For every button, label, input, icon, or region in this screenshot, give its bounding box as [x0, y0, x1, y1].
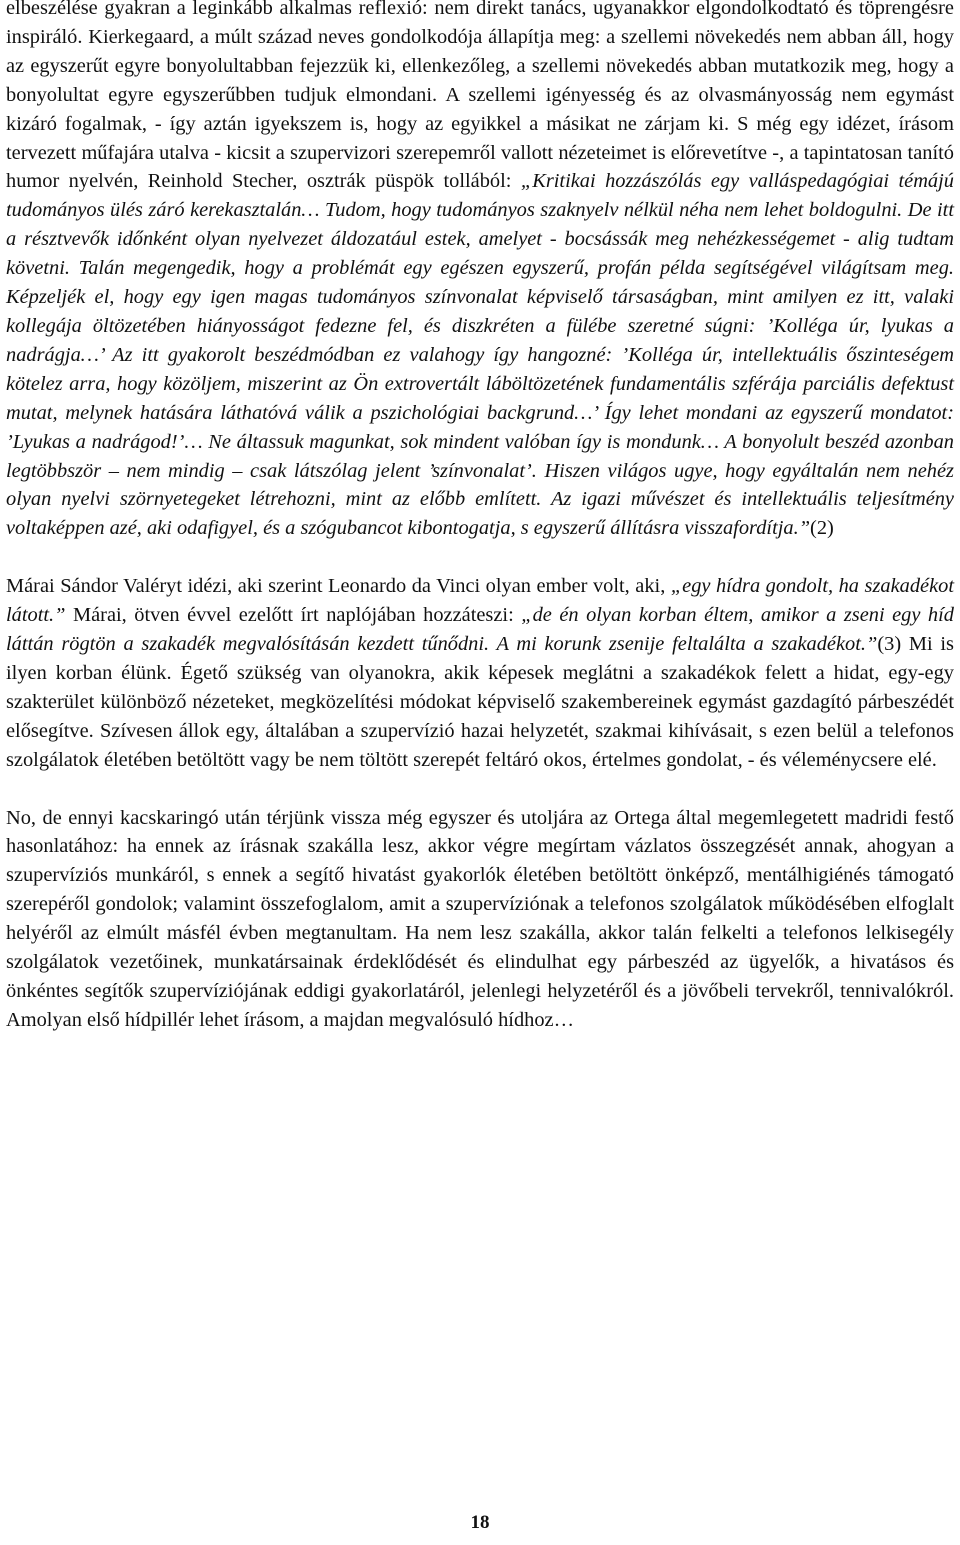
- paragraph-marai: [6, 572, 954, 774]
- marai-quote: „de én olyan korban éltem, amikor a zseni egy híd láttán rögtön a szakadék megvalósításán kezdett tűnődni. A mi korunk zsenije feltalálta a szakadékot.”: [6, 604, 954, 656]
- page-number: 18: [470, 1512, 490, 1533]
- paragraph-text: Márai Sándor Valéryt idézi, aki szerint Leonardo da Vinci olyan ember volt, aki,: [6, 575, 671, 598]
- paragraph-text: Márai, ötven évvel ezelőtt írt naplójában hozzáteszi:: [65, 604, 522, 627]
- paragraph-text: elbeszélése gyakran a leginkább alkalmas reflexió: nem direkt tanács, ugyanakkor elgondolkodtató és töprengésre inspiráló. Kierkegaard, a múlt század neves gondolkodója állapítja meg: a szellemi növekedés nem abban áll, hogy az egyszerűt egyre bonyolultabban fejezzük ki, ellenkezőleg, a szellemi növekedés abban mutatkozik meg, hogy a bonyolultat egyre egyszerűbben tudjuk elmondani. A szellemi igényesség és az olvasmányosság nem egymást kizáró fogalmak, - így aztán igyekszem is, hogy az egyikkel a másikat ne zárjam ki. S még egy idézet, írásom tervezett műfajára utalva - kicsit a szupervizori szerepemről vallott nézeteimet is előrevetítve -, a tapintatosan tanító humor nyelvén, Reinhold Stecher, osztrák püspök tollából:: [6, 0, 954, 193]
- leonardo-quote: „egy hídra gondolt, ha szakadékot látott.”: [6, 575, 954, 627]
- stecher-quote: „Kritikai hozzászólás egy valláspedagógiai témájú tudományos ülés záró kerekasztalán… Tudom, hogy tudományos szaknyelv nélkül néha nem lehet boldogulni. De itt a résztvevők időnként olyan nyelvezet áldozatául estek, amelyet - bocsássák meg nehézkességemet - alig tudtam követni. Talán megengedik, hogy a problémát egy egészen egyszerű, profán példa segítségével világítsam meg. Képzeljék el, hogy egy igen magas tudományos színvonalat képviselő társaságban, mint amilyen ez itt, valaki kollegája öltözetében hiányosságot fedezne fel, és diszkréten a fülébe szeretné súgni: ’Kolléga úr, lyukas a nadrágja…’ Az itt gyakorolt beszédmódban ez valahogy így hangozné: ’Kolléga úr, intellektuális őszinteségem kötelez arra, hogy közöljem, miszerint az Ön extrovertált láböltözetének fundamentális szférája parciális defektust mutat, melynek hatására láthatóvá válik a pszichológiai backgrund…’ Így lehet mondani az egyszerű mondatot: ’Lyukas a nadrágod!’… Ne áltassuk magunkat, sok mindent valóban így is mondunk… A bonyolult beszéd azonban legtöbbször – nem mindig – csak látszólag jelent ’színvonalat’. Hiszen világos ugye, hogy egyáltalán nem nehéz olyan nyelvi szörnyetegeket létrehozni, mint az előbb említett. Az igazi művészet és intellektuális teljesítmény voltaképpen azé, aki odafigyel, és a szógubancot kibontogatja, s egyszerű állításra visszafordítja.”: [6, 170, 954, 540]
- paragraph-ortega: [6, 804, 954, 1035]
- paragraph-text: No, de ennyi kacskaringó után térjünk vissza még egyszer és utoljára az Ortega által megemlegetett madridi festő hasonlatához: ha ennek az írásnak szakálla lesz, akkor végre megírtam vázlatos összegzését annak, ahogyan a szupervíziós munkáról, s ennek a segítő hivatást gyakorlók életében betöltött önképző, mentálhigiénés támogató szerepéről gondolok; valamint összefoglalom, amit a szupervíziónak a telefonos szolgálatok működésében elfoglalt helyéről az elmúlt másfél évben megtanultam. Ha nem lesz szakálla, akkor talán felkelti a telefonos lelkisegély szolgálatok vezetőinek, munkatársainak érdeklődését és elindulhat egy párbeszéd az ügyelők, a hivatásos és önkéntes segítők szupervíziójának eddigi gyakorlatáról, jelenlegi helyzetéről és a jövőbeli tervekről, tennivalókról. Amolyan első hídpillér lehet írásom, a majdan megvalósuló hídhoz…: [6, 806, 954, 1031]
- paragraph-text: (3) Mi is ilyen korban élünk. Égető szükség van olyanokra, akik képesek meglátni a szakadékok felett a hidat, egy-egy szakterület különböző nézeteket, megközelítési módokat képviselő szakembereinek egymást gazdagító párbeszédét elősegítve. Szívesen állok egy, általában a szupervízió hazai helyzetét, szakmai kihívásait, s ezen belül a telefonos szolgálatok életében betöltött vagy be nem töltött szerepét feltáró okos, értelmes gondolat, - és véleménycsere elé.: [6, 633, 954, 771]
- document-body: [6, 0, 954, 1064]
- footnote-ref-2: (2): [810, 517, 834, 540]
- paragraph-kierkegaard-stecher: [6, 0, 954, 543]
